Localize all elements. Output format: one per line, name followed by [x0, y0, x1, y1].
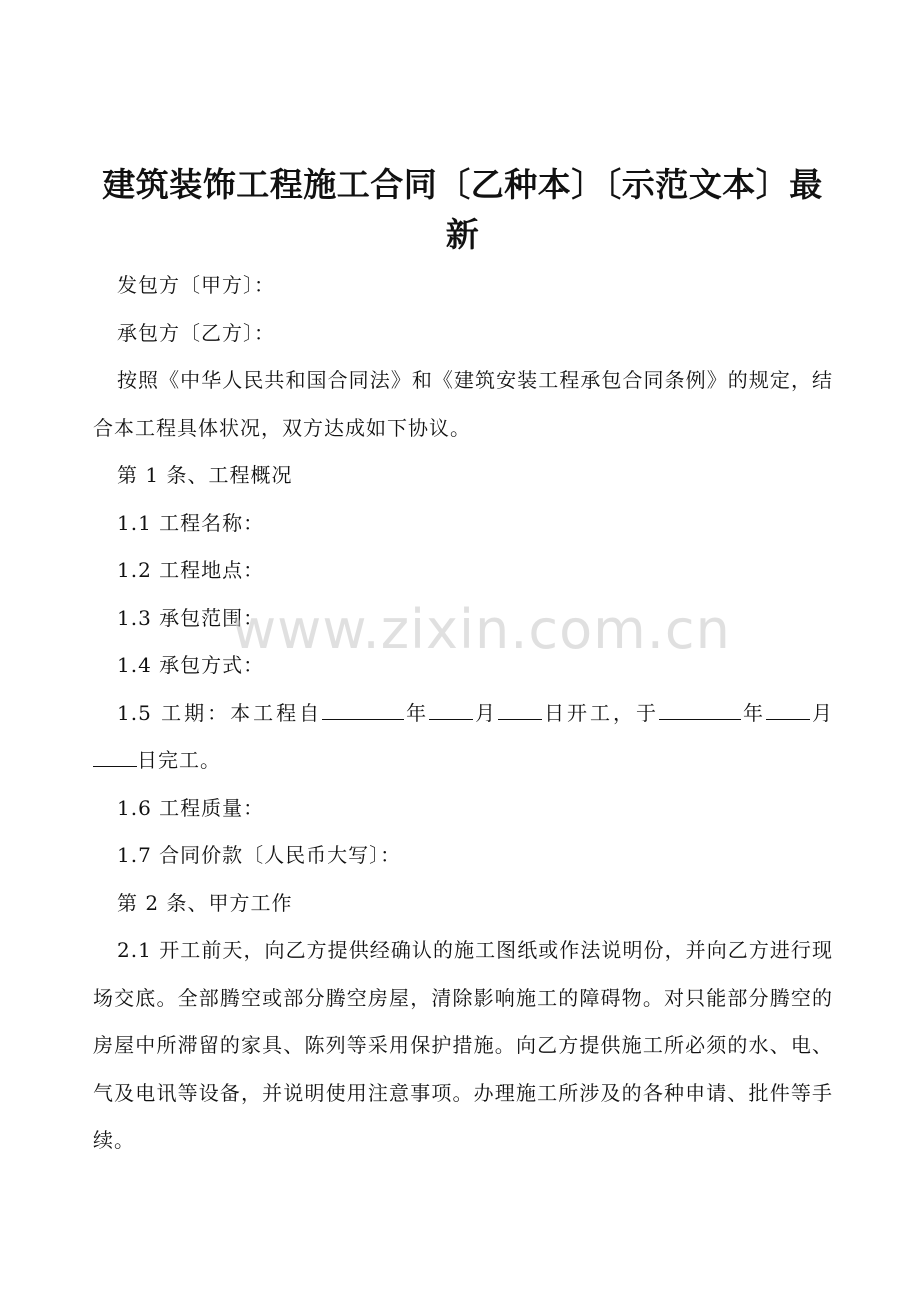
party-b-line: 承包方〔乙方〕： — [117, 320, 275, 345]
end-month-blank — [766, 701, 810, 720]
document-title: 建筑装饰工程施工合同〔乙种本〕〔示范文本〕最新 — [102, 165, 823, 254]
article-1-heading: 第 1 条、工程概况 — [117, 463, 293, 487]
watermark-text: www.zixin.com.cn — [232, 598, 731, 661]
item-1-3: 1.3 承包范围： — [117, 605, 265, 630]
article-2-heading: 第 2 条、甲方工作 — [117, 890, 293, 915]
start-year-label: 年 — [404, 700, 430, 725]
preamble-paragraph: 按照《中华人民共和国合同法》和《建筑安装工程承包合同条例》的规定，结合本工程具体状况，双方达成如下协议。 — [93, 368, 833, 440]
item-1-7: 1.7 合同价款〔人民币大写〕： — [117, 843, 402, 867]
end-month-label: 月 — [810, 700, 834, 725]
document-body — [93, 262, 833, 1165]
item-1-1: 1.1 工程名称： — [117, 510, 265, 535]
item-1-6: 1.6 工程质量： — [117, 795, 265, 820]
start-month-blank — [429, 701, 473, 720]
item-2-1-paragraph: 2.1 开工前天，向乙方提供经确认的施工图纸或作法说明份，并向乙方进行现场交底。全部腾空或部分腾空房屋，清除影响施工的障碍物。对只能部分腾空的房屋中所滞留的家具、陈列等采用保护措施。向乙方提供施工所必须的水、电、气及电讯等设备，并说明使用注意事项。办理施工所涉及的各种申请、批件等手续。 — [93, 938, 833, 1152]
start-day-label: 日开工，于 — [542, 700, 660, 725]
end-year-blank — [659, 701, 741, 720]
schedule-prefix: 1.5 工期：本工程自 — [117, 700, 323, 725]
start-month-label: 月 — [473, 700, 499, 725]
end-day-blank — [93, 748, 137, 767]
item-1-5-schedule — [93, 690, 833, 785]
item-1-2: 1.2 工程地点： — [117, 558, 265, 582]
item-1-4: 1.4 承包方式： — [117, 653, 265, 677]
end-year-label: 年 — [741, 700, 767, 725]
party-a-line: 发包方〔甲方〕： — [117, 273, 275, 297]
start-year-blank — [322, 701, 404, 720]
start-day-blank — [498, 701, 542, 720]
end-day-label: 日完工。 — [137, 748, 221, 772]
